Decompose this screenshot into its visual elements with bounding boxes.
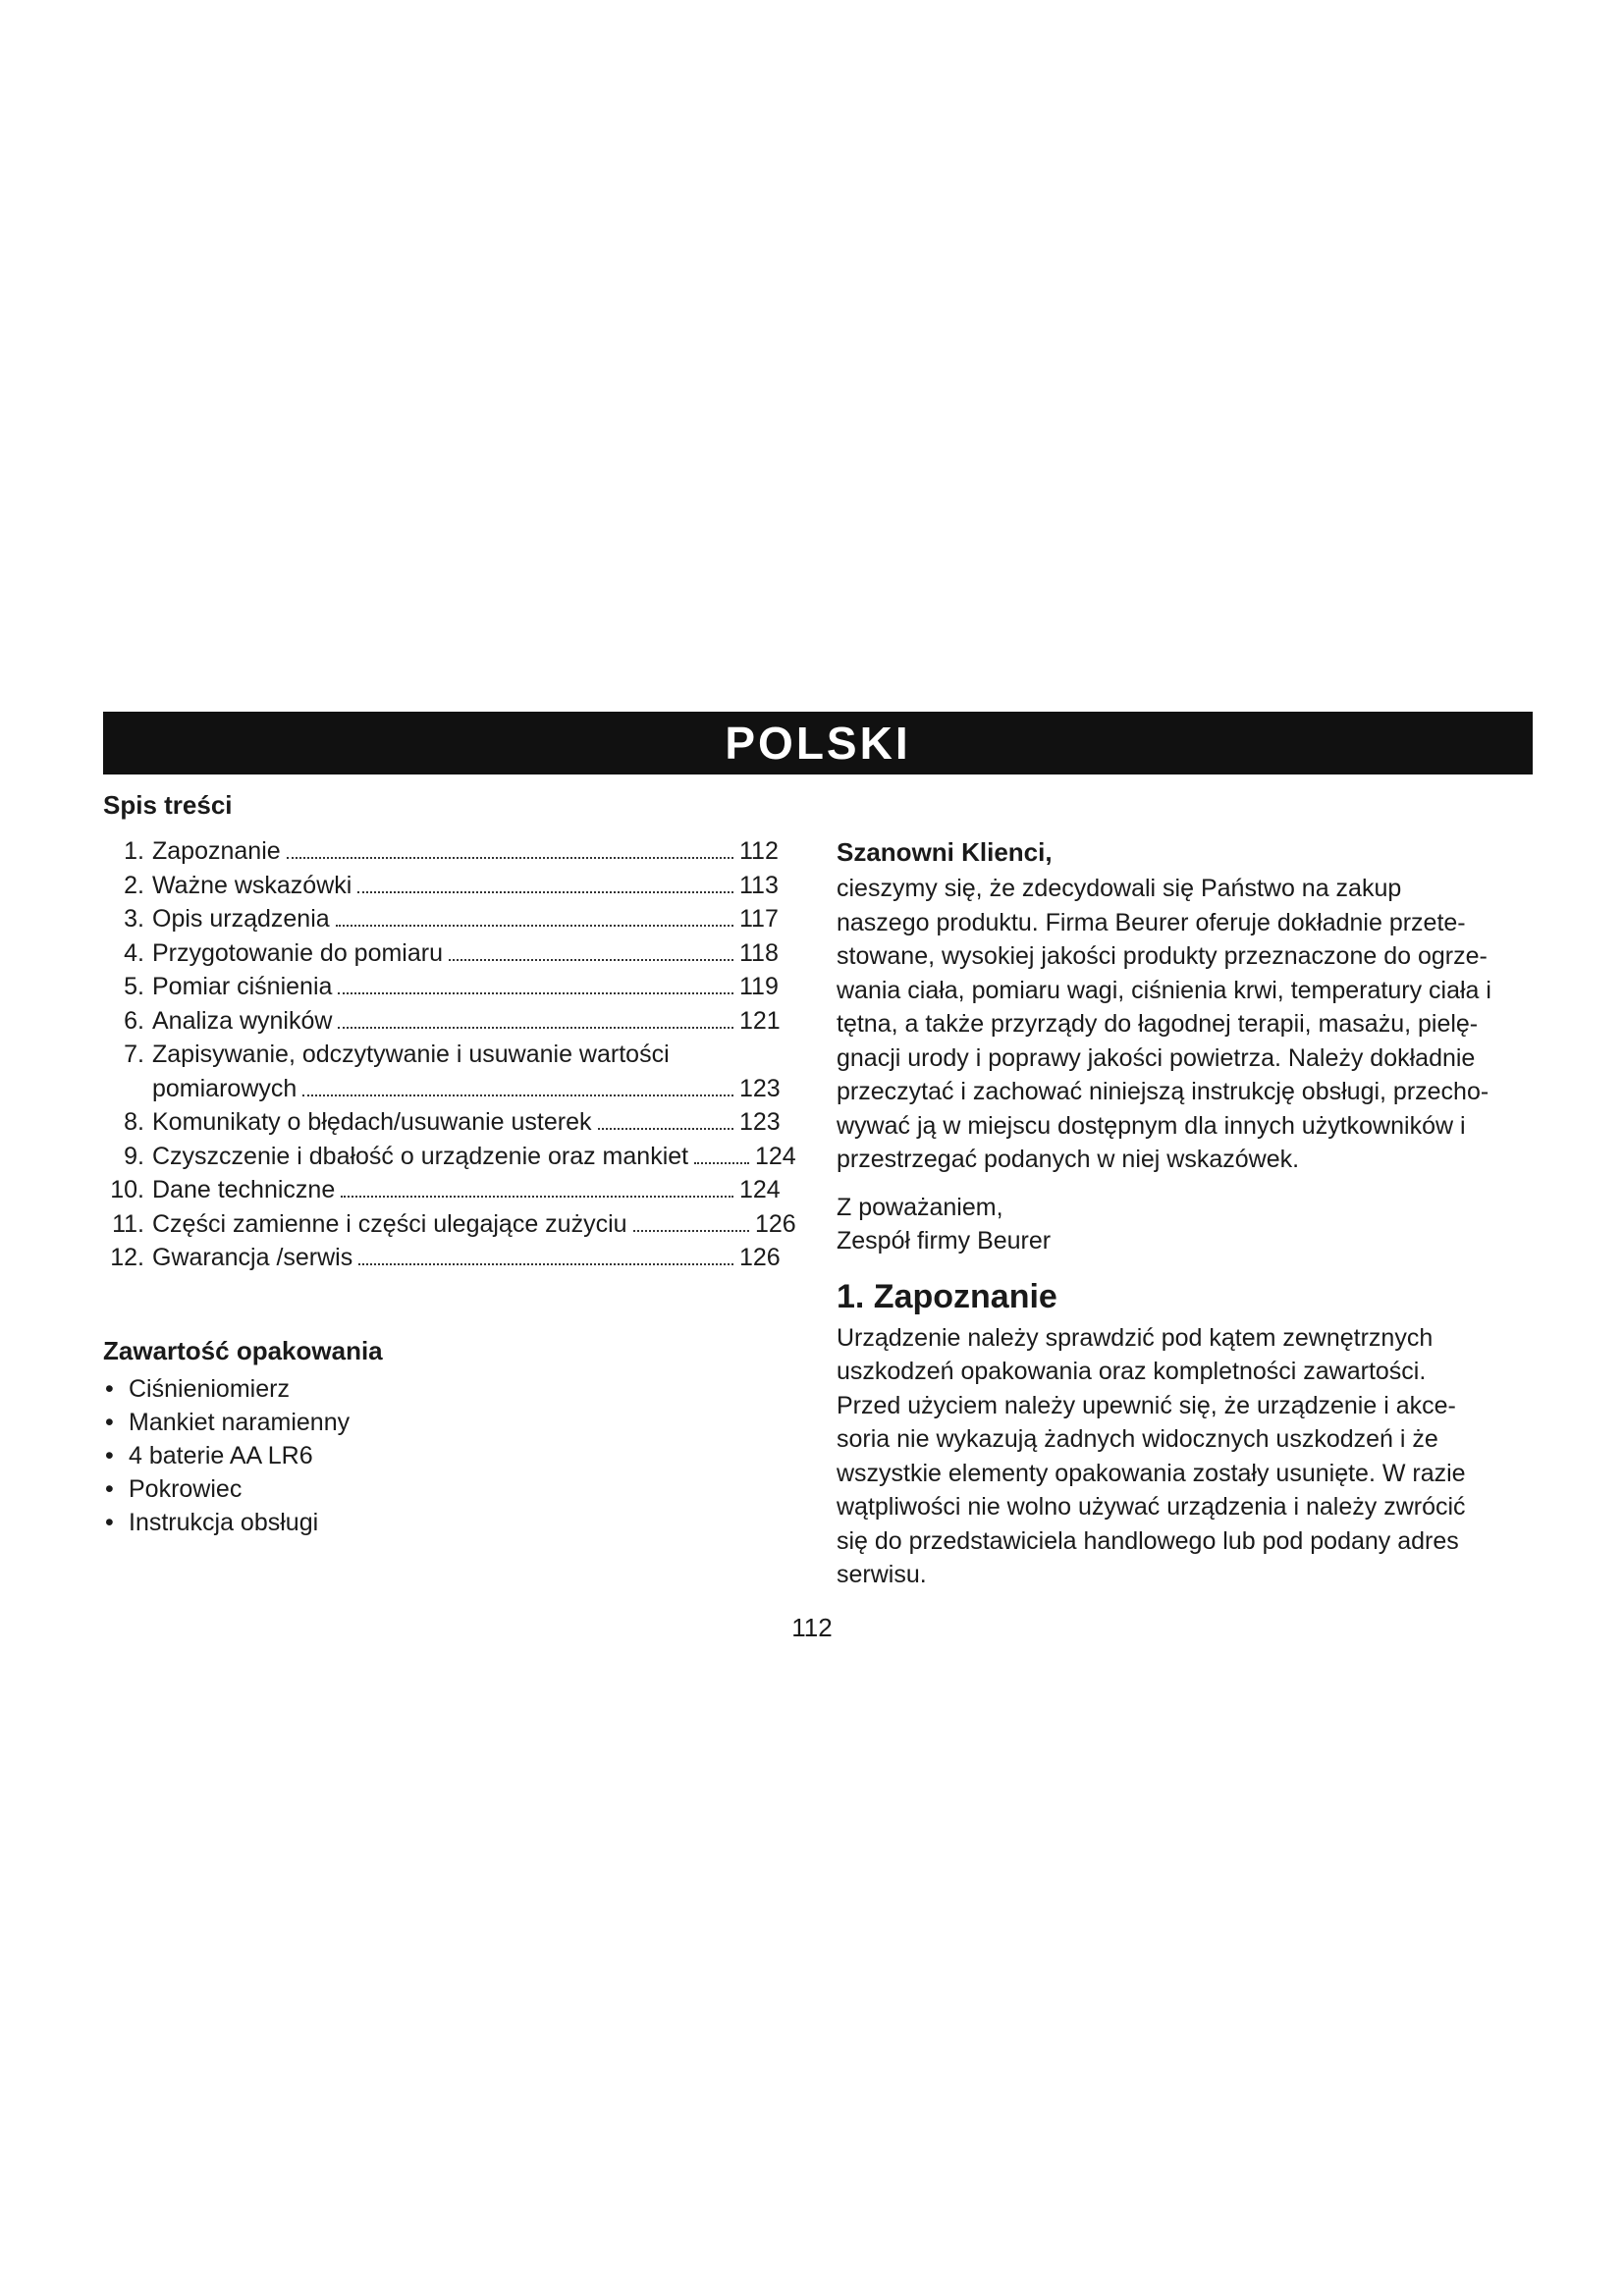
package-contents-list — [103, 1372, 810, 1539]
toc-item[interactable] — [103, 1173, 790, 1207]
toc-item-number: 1. — [124, 837, 144, 865]
section-title: 1. Zapoznanie — [837, 1277, 1057, 1315]
toc-item-page: 121 — [739, 1006, 781, 1035]
toc-item-number: 7. — [124, 1041, 144, 1068]
toc-item-title: Komunikaty o błędach/usuwanie usterek — [152, 1108, 592, 1136]
toc-item-page: 119 — [739, 973, 779, 1000]
toc-dot-leader — [358, 1263, 733, 1265]
toc-item[interactable] — [103, 1207, 806, 1242]
toc-item-page: 117 — [739, 905, 779, 933]
list-item-text: Mankiet naramienny — [129, 1408, 351, 1436]
toc-item[interactable] — [103, 902, 790, 936]
toc-item-page: 118 — [739, 938, 779, 967]
letter-line: naszego produktu. Firma Beurer oferuje dokładnie przete- — [837, 908, 1466, 936]
letter-line: stowane, wysokiej jakości produkty przeznaczone do ogrze- — [837, 942, 1488, 970]
list-item — [103, 1439, 810, 1472]
toc-item[interactable] — [103, 834, 790, 869]
toc-item[interactable] — [103, 869, 790, 903]
list-item-text: Instrukcja obsługi — [129, 1508, 319, 1536]
toc-item[interactable] — [103, 936, 790, 971]
list-item — [103, 1472, 810, 1506]
toc-item-title: Pomiar ciśnienia — [152, 973, 333, 1000]
toc-item-page: 123 — [739, 1074, 781, 1102]
toc-dot-leader — [694, 1162, 749, 1164]
section-line: uszkodzeń opakowania oraz kompletności zawartości. — [837, 1358, 1427, 1385]
toc-item-page: 123 — [739, 1108, 781, 1136]
letter-line: wywać ją w miejscu dostępnym dla innych użytkowników i — [837, 1111, 1466, 1140]
toc-item[interactable] — [103, 1105, 790, 1140]
toc-item-number: 12. — [110, 1244, 144, 1271]
toc-item-number: 4. — [124, 938, 144, 967]
section-line: soria nie wykazują żadnych widocznych uszkodzeń i że — [837, 1425, 1438, 1453]
toc-dot-leader — [598, 1128, 734, 1130]
section-line: się do przedstawiciela handlowego lub pod podany adres — [837, 1526, 1459, 1555]
section-body — [837, 1321, 1532, 1592]
toc-dot-leader — [287, 857, 733, 859]
section-line: Urządzenie należy sprawdzić pod kątem zewnętrznych — [837, 1323, 1434, 1352]
toc-item-title: pomiarowych — [152, 1074, 298, 1102]
toc-item-page: 112 — [739, 837, 779, 865]
letter-body — [837, 872, 1532, 1177]
bullet-icon: • — [105, 1441, 114, 1469]
section-line: wszystkie elementy opakowania zostały usunięte. W razie — [837, 1459, 1466, 1487]
toc-dot-leader — [449, 959, 733, 961]
list-item — [103, 1372, 810, 1406]
list-item-text: 4 baterie AA LR6 — [129, 1441, 313, 1469]
toc-dot-leader — [338, 992, 733, 994]
left-column — [103, 785, 810, 1539]
toc-title: Spis treści — [103, 790, 233, 820]
toc-item-title: Przygotowanie do pomiaru — [152, 938, 443, 967]
toc-dot-leader — [357, 891, 733, 893]
toc-item-title: Analiza wyników — [152, 1006, 333, 1035]
list-item — [103, 1406, 810, 1439]
list-item — [103, 1506, 810, 1539]
letter-line: przestrzegać podanych w niej wskazówek. — [837, 1146, 1300, 1173]
toc-item[interactable] — [103, 1038, 790, 1072]
toc-item[interactable] — [103, 1004, 790, 1039]
toc-dot-leader — [338, 1027, 733, 1029]
toc-item-number: 2. — [124, 871, 144, 899]
letter-line: tętna, a także przyrządy do łagodnej terapii, masażu, pielę- — [837, 1010, 1479, 1038]
toc-item-continuation[interactable] — [103, 1072, 790, 1106]
letter-closing-block — [837, 1191, 1532, 1258]
toc-item-page: 126 — [739, 1244, 781, 1271]
bullet-icon: • — [105, 1408, 114, 1436]
letter-line: gnacji urody i poprawy jakości powietrza. Należy dokładnie — [837, 1043, 1476, 1072]
right-column — [837, 832, 1532, 1592]
letter-signature: Zespół firmy Beurer — [837, 1227, 1052, 1255]
toc-item-title: Gwarancja /serwis — [152, 1244, 353, 1271]
toc-dot-leader — [302, 1095, 733, 1096]
letter-salutation: Szanowni Klienci, — [837, 837, 1053, 867]
toc-item-number: 3. — [124, 905, 144, 933]
toc-item-page: 124 — [755, 1142, 796, 1170]
toc-item-number: 9. — [124, 1142, 144, 1170]
section-line: Przed użyciem należy upewnić się, że urządzenie i akce- — [837, 1391, 1456, 1419]
list-item-text: Pokrowiec — [129, 1474, 243, 1503]
toc-item-number: 10. — [110, 1176, 144, 1203]
bullet-icon: • — [105, 1374, 114, 1403]
toc-item-title: Czyszczenie i dbałość o urządzenie oraz mankiet — [152, 1142, 689, 1170]
letter-line: wania ciała, pomiaru wagi, ciśnienia krwi, temperatury ciała i — [837, 976, 1491, 1004]
toc-item-title: Ważne wskazówki — [152, 871, 352, 899]
language-header-bar — [103, 712, 1533, 774]
toc-item-title: Zapisywanie, odczytywanie i usuwanie wartości — [152, 1041, 670, 1068]
toc-item-number: 11. — [112, 1209, 144, 1238]
toc-item-number: 6. — [124, 1006, 144, 1035]
page-number: 112 — [791, 1613, 833, 1642]
toc-item-page: 126 — [755, 1209, 796, 1238]
package-contents-title: Zawartość opakowania — [103, 1335, 383, 1365]
bullet-icon: • — [105, 1508, 114, 1536]
section-line: wątpliwości nie wolno używać urządzenia i należy zwrócić — [837, 1493, 1466, 1521]
toc-item-number: 8. — [124, 1108, 144, 1136]
toc-item-title: Części zamienne i części ulegające zużyciu — [152, 1209, 627, 1238]
bullet-icon: • — [105, 1474, 114, 1503]
toc-item-page: 124 — [739, 1176, 781, 1203]
letter-line: przeczytać i zachować niniejszą instrukcję obsługi, przecho- — [837, 1078, 1489, 1105]
list-item-text: Ciśnieniomierz — [129, 1374, 290, 1403]
toc-item-page: 113 — [739, 871, 779, 899]
toc-dot-leader — [336, 925, 733, 927]
toc-item-title: Zapoznanie — [152, 837, 281, 865]
section-line: serwisu. — [837, 1561, 927, 1588]
letter-closing: Z poważaniem, — [837, 1193, 1003, 1221]
toc-dot-leader — [341, 1196, 733, 1198]
language-title: POLSKI — [725, 718, 911, 769]
toc-item-title: Dane techniczne — [152, 1176, 336, 1203]
toc-item-number: 5. — [124, 973, 144, 1000]
table-of-contents — [103, 834, 810, 1275]
toc-item[interactable] — [103, 1140, 806, 1174]
letter-line: cieszymy się, że zdecydowali się Państwo na zakup — [837, 875, 1402, 902]
toc-item[interactable] — [103, 1241, 790, 1275]
toc-item-title: Opis urządzenia — [152, 905, 330, 933]
toc-item[interactable] — [103, 970, 790, 1004]
toc-dot-leader — [633, 1230, 749, 1232]
